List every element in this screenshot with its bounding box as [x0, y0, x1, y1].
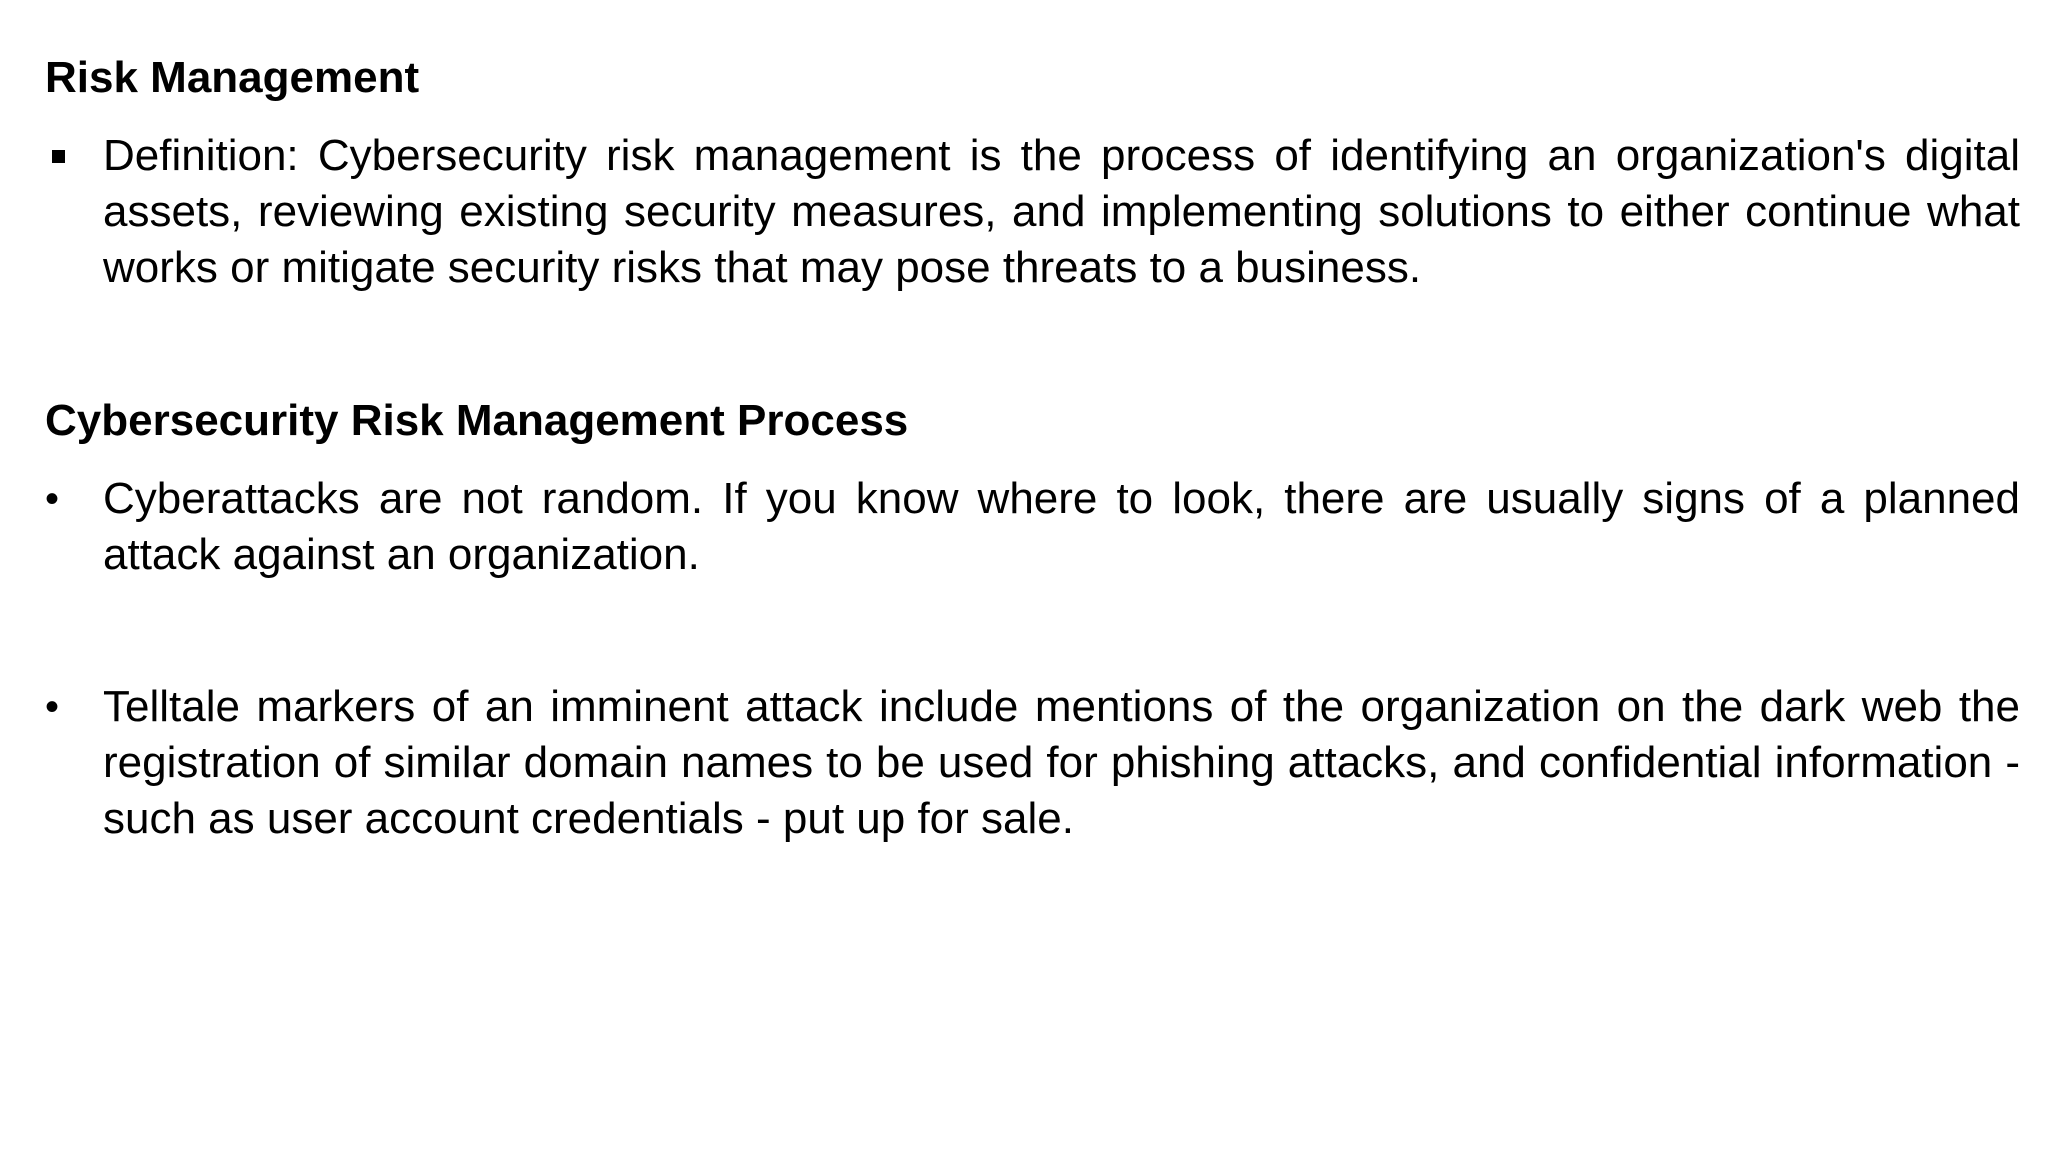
process-bullet-2	[45, 679, 2020, 847]
process-bullet-1-text: Cyberattacks are not random. If you know where to look, there are usually signs of a planned attack against an organization.	[103, 474, 2020, 579]
dot-bullet-icon: •	[45, 477, 60, 521]
section-heading-process: Cybersecurity Risk Management Process	[45, 396, 909, 445]
dot-bullet-icon: •	[45, 685, 60, 729]
square-bullet-icon	[45, 128, 85, 184]
definition-text: Definition: Cybersecurity risk management is the process of identifying an organization's digital assets, reviewing existing security measures, and implementing solutions to either continue what works or mitigate security risks that may pose threats to a business.	[103, 131, 2020, 292]
process-bullet-1	[45, 471, 2020, 583]
process-bullet-2-text: Telltale markers of an imminent attack include mentions of the organization on the dark web the registration of similar domain names to be used for phishing attacks, and confidential information - such as user account credentials - put up for sale.	[103, 682, 2020, 843]
section-heading-risk-management: Risk Management	[45, 53, 420, 102]
definition-bullet	[45, 128, 2020, 296]
